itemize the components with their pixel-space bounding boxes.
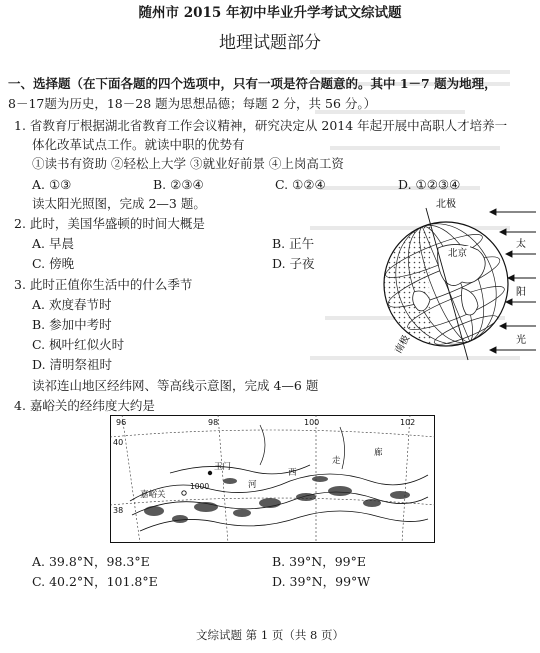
q4-option-c[interactable]: C. 40.2°N，101.8°E	[32, 574, 158, 589]
globe-label-beijing: 北京	[448, 248, 468, 259]
map-label-4: 廊	[374, 448, 383, 458]
q4-stem: 4. 嘉峪关的经纬度大约是	[14, 398, 155, 413]
sunlight-char-3: 光	[516, 335, 526, 346]
q1-option-a[interactable]: A. ①③	[32, 177, 72, 192]
globe-label-south-pole: 南极	[393, 333, 413, 356]
part-intro-line1: 一、选择题（在下面各题的四个选项中，只有一项是符合题意的。其中 1－7 题为地理，	[8, 76, 497, 91]
q2-option-b[interactable]: B. 正午	[272, 236, 315, 251]
exam-title: 随州市 2015 年初中毕业升学考试文综试题	[138, 5, 402, 21]
lead-questions-2-3: 读太阳光照图，完成 2—3 题。	[32, 196, 206, 211]
q3-option-a[interactable]: A. 欢度春节时	[32, 297, 112, 312]
q4-option-d[interactable]: D. 39°N，99°W	[272, 574, 371, 589]
q2-option-c[interactable]: C. 傍晚	[32, 256, 75, 271]
q1-stem-line2: 体化改革试点工作。就读中职的优势有	[32, 137, 245, 152]
q1-items: ①读书有资助 ②轻松上大学 ③就业好前景 ④上岗高工资	[32, 156, 344, 171]
q1-stem-line1: 1. 省教育厅根据湖北省教育工作会议精神，研究决定从 2014 年起开展中高职人才培养一	[14, 118, 508, 133]
map-lat-label-38: 38	[113, 506, 124, 515]
q2-option-d[interactable]: D. 子夜	[272, 256, 315, 271]
qilian-contour-map	[110, 415, 435, 543]
section-title: 地理试题部分	[219, 33, 321, 53]
q2-option-a[interactable]: A. 早晨	[32, 236, 74, 251]
map-lon-label-96: 96	[116, 418, 127, 427]
map-label-3: 走	[332, 456, 341, 466]
map-lon-label-102: 102	[400, 418, 416, 427]
q3-option-c[interactable]: C. 枫叶红似火时	[32, 337, 125, 352]
map-place-yumen: 玉门	[214, 462, 232, 472]
q4-option-a[interactable]: A. 39.8°N，98.3°E	[32, 554, 150, 569]
q1-option-d[interactable]: D. ①②③④	[398, 177, 461, 192]
map-contour-value: 1000	[190, 482, 210, 491]
lead-questions-4-6: 读祁连山地区经纬网、等高线示意图，完成 4—6 题	[32, 378, 319, 393]
map-label-1: 河	[248, 480, 257, 490]
q3-option-d[interactable]: D. 清明祭祖时	[32, 357, 113, 372]
q2-stem: 2. 此时，美国华盛顿的时间大概是	[14, 216, 205, 231]
q3-option-b[interactable]: B. 参加中考时	[32, 317, 112, 332]
q4-option-b[interactable]: B. 39°N，99°E	[272, 554, 367, 569]
map-lat-label-40: 40	[113, 438, 124, 447]
part-intro-line2: 8－17题为历史，18－28 题为思想品德；每题 2 分，共 56 分。）	[8, 96, 377, 111]
map-lon-label-100: 100	[304, 418, 320, 427]
map-lon-label-98: 98	[208, 418, 219, 427]
q1-option-c[interactable]: C. ①②④	[275, 177, 326, 192]
q1-option-b[interactable]: B. ②③④	[153, 177, 204, 192]
map-place-jiayuguan: 嘉峪关	[140, 490, 166, 500]
sunlight-globe-figure	[378, 196, 538, 374]
q3-stem: 3. 此时正值你生活中的什么季节	[14, 277, 193, 292]
sunlight-char-2: 阳	[516, 287, 526, 298]
globe-label-north-pole: 北极	[436, 199, 456, 210]
page-footer: 文综试题 第 1 页（共 8 页）	[196, 628, 344, 642]
map-label-2: 西	[288, 468, 297, 478]
sunlight-char-1: 太	[516, 239, 526, 250]
